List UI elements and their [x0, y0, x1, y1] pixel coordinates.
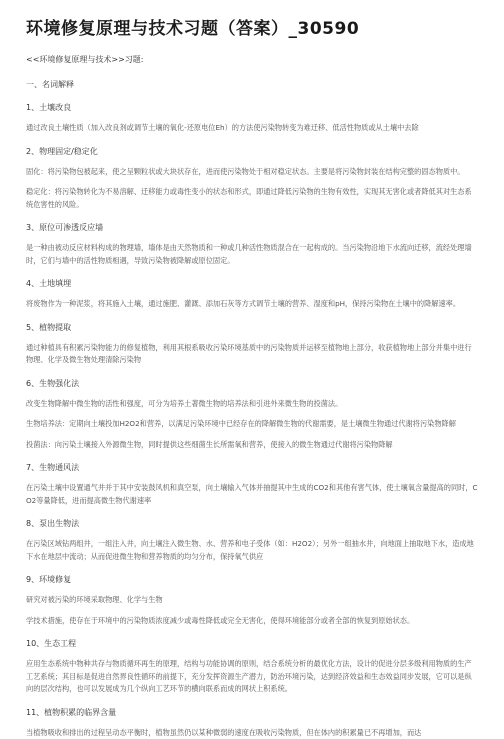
- item-paragraph: 将废物作为一种泥浆，将其施入土壤，通过施肥、灌溉、添加石灰等方式调节土壤的营养、湿度和pH，保持污染物在土壤中的降解速率。: [26, 298, 478, 311]
- section-heading: 一、名词解释: [26, 79, 478, 91]
- item-paragraph: 生物培养法：定期向土壤投加H2O2和营养，以满足污染环境中已经存在的降解微生物的代谢需要，是土壤微生物通过代谢将污染物降解: [26, 418, 478, 431]
- item-paragraph: 投菌法：向污染土壤接入外源微生物，同时提供这些细菌生长所需氧和营养，使接入的微生物通过代谢将污染物降解: [26, 439, 478, 452]
- item-paragraph: 研究对被污染的环境采取物理、化学与生物: [26, 594, 478, 607]
- item-paragraph: 是一种由被动反应材料构成的物理墙，墙体是由天然物质和一种或几种活性物质混合在一起构成的。当污染物沿地下水流向迁移，流经处理墙时，它们与墙中的活性物质相遇，导致污染物被降解或原位固定。: [26, 242, 478, 267]
- item-heading: 5、植物提取: [26, 322, 478, 334]
- item-paragraph: 固化：将污染物包被起来，使之呈颗粒状或大块状存在，进而使污染物处于相对稳定状态。主要是将污染物封装在结构完整的固态物质中。: [26, 166, 478, 179]
- item-paragraph: 在污染土壤中设置通气井并于其中安装鼓风机和真空泵，向土壤输入气体并抽提其中生成的CO2和其他有害气体，使土壤氧含量提高的同时，CO2等量降低，进而提高微生物代谢速率: [26, 482, 478, 507]
- item-heading: 4、土地填埋: [26, 278, 478, 290]
- item-heading: 10、生态工程: [26, 638, 478, 650]
- item-paragraph: 当植物吸收和排出的过程呈动态平衡时，植物虽然仍以某种微弱的速度在吸收污染物质，但在体内的积累量已不再增加，而达: [26, 727, 478, 739]
- item-paragraph: 通过种植具有积累污染物能力的修复植物，利用其根系吸收污染环境基质中的污染物质并运移至植物地上部分，收获植物地上部分并集中进行物理、化学及微生物处理清除污染物: [26, 342, 478, 367]
- item-paragraph: 改变生物降解中微生物的活性和强度，可分为培养土著微生物的培养法和引进外来微生物的投菌法。: [26, 398, 478, 411]
- item-heading: 6、生物强化法: [26, 378, 478, 390]
- item-paragraph: 稳定化：将污染物转化为不易溶解、迁移能力或毒性变小的状态和形式，即通过降低污染物的生物有效性，实现其无害化或者降低其对生态系统危害性的风险。: [26, 186, 478, 211]
- item-paragraph: 在污染区域钻两组井，一组注入井，向土壤注入微生物、水、营养和电子受体（如：H2O2）；另外一组抽水井，向地面上抽取地下水，造成地下水在地层中流动；从而促进微生物和营养物质的均匀分布，保持氧气供应: [26, 538, 478, 563]
- item-heading: 3、原位可渗透反应墙: [26, 222, 478, 234]
- item-paragraph: 学技术措施，使存在于环境中的污染物质浓度减少或毒性降低或完全无害化，使得环境能部分或者全部的恢复到原始状态。: [26, 615, 478, 628]
- page-title: 环境修复原理与技术习题（答案）_30590: [26, 18, 478, 40]
- item-heading: 7、生物通风法: [26, 462, 478, 474]
- item-heading: 1、土壤改良: [26, 102, 478, 114]
- page-subtitle: <<环境修复原理与技术>>习题:: [26, 54, 478, 66]
- item-list: [26, 102, 478, 739]
- item-heading: 8、泵出生物法: [26, 518, 478, 530]
- item-heading: 2、物理固定/稳定化: [26, 146, 478, 158]
- item-paragraph: 应用生态系统中物种共存与物质循环再生的原理，结构与功能协调的原则，结合系统分析的最优化方法，设计的促进分层多级利用物质的生产工艺系统；其目标是促进自然界良性循环的前提下，充分发挥资源生产潜力，防治环境污染，达到经济效益和生态效益同步发展，它可以是纵向的层次结构，也可以发展成为几个纵向工艺环节的横向联系而成的网状上积系统。: [26, 658, 478, 696]
- item-heading: 11、植物积累的临界含量: [26, 707, 478, 719]
- item-heading: 9、环境修复: [26, 574, 478, 586]
- item-paragraph: 通过改良土壤性质（加入改良剂或调节土壤的氧化-还原电位Eh）的方法使污染物转变为难迁移、低活性物质或从土壤中去除: [26, 122, 478, 135]
